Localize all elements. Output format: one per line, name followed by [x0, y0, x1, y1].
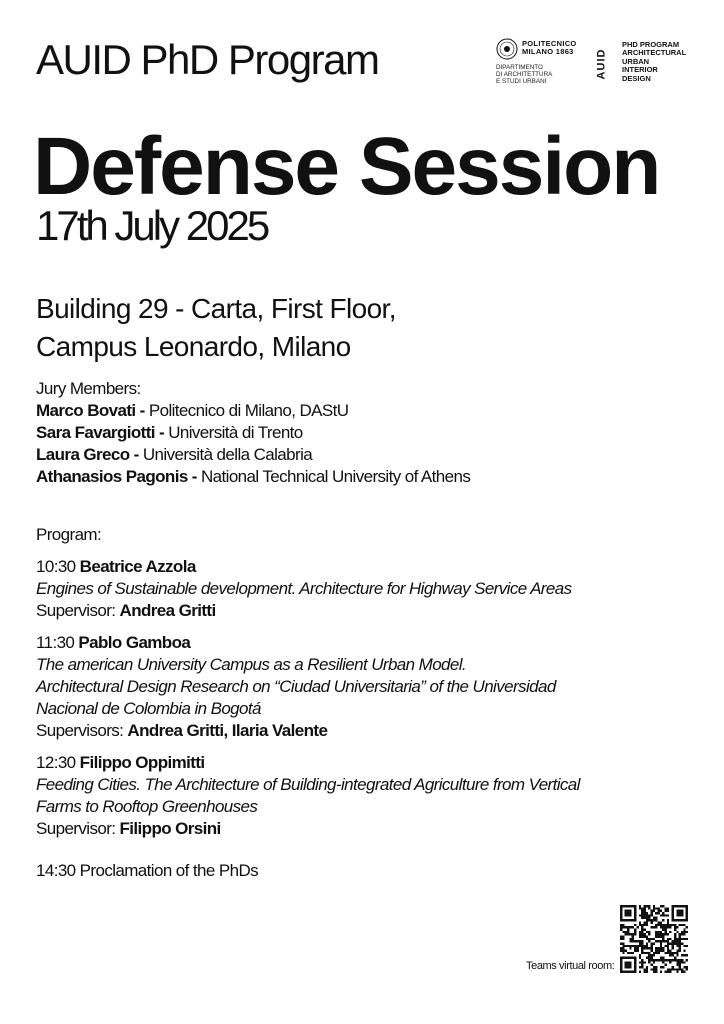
session-header — [36, 752, 580, 774]
jury-member — [36, 422, 470, 444]
session-supervisor — [36, 720, 580, 742]
jury-member-name: Laura Greco - — [36, 445, 139, 464]
session-title-line: Architectural Design Research on “Ciudad Universitaria” of the Universidad — [36, 677, 556, 696]
polimi-name: POLITECNICO MILANO 1863 — [522, 39, 577, 56]
session-candidate: Beatrice Azzola — [79, 557, 196, 576]
jury-member-name: Sara Favargiotti - — [36, 423, 165, 442]
session-supervisor — [36, 818, 580, 840]
jury-member — [36, 400, 470, 422]
polimi-department: DIPARTIMENTO DI ARCHITETTURA E STUDI URBANI — [496, 64, 553, 85]
teams-label: Teams virtual room: — [526, 960, 615, 972]
supervisor-label: Supervisor: — [36, 819, 120, 838]
jury-section — [36, 378, 470, 488]
event-date: 17th July 2025 — [36, 202, 268, 249]
session-title-line: Engines of Sustainable development. Architecture for Highway Service Areas — [36, 579, 572, 598]
event-location — [36, 290, 396, 366]
jury-member-name: Athanasios Pagonis - — [36, 467, 197, 486]
qr-code-icon[interactable] — [620, 905, 688, 973]
jury-member-affiliation: National Technical University of Athens — [196, 467, 471, 486]
program-session — [36, 556, 580, 622]
session-title-line: Farms to Rooftop Greenhouses — [36, 797, 258, 816]
event-title: Defense Session — [33, 121, 660, 212]
jury-member-name: Marco Bovati - — [36, 401, 145, 420]
jury-member-affiliation: Politecnico di Milano, DAStU — [144, 401, 349, 420]
program-title: AUID PhD Program — [36, 36, 379, 83]
auid-vertical-mark: AUID — [595, 48, 608, 80]
program-session — [36, 632, 580, 742]
session-time: 12:30 — [36, 753, 80, 772]
session-header — [36, 556, 580, 578]
location-line: Building 29 - Carta, First Floor, — [36, 293, 396, 324]
proclamation: 14:30 Proclamation of the PhDs — [36, 861, 259, 880]
polimi-logo — [496, 38, 592, 92]
jury-member — [36, 444, 470, 466]
location-line: Campus Leonardo, Milano — [36, 331, 351, 362]
jury-member-affiliation: Università di Trento — [164, 423, 303, 442]
supervisor-name: Andrea Gritti — [119, 601, 216, 620]
session-title-line: Nacional de Colombia in Bogotá — [36, 699, 261, 718]
jury-heading: Jury Members: — [36, 379, 141, 398]
session-time: 10:30 — [36, 557, 80, 576]
session-time: 11:30 — [36, 633, 79, 652]
auid-logo-text: PHD PROGRAM ARCHITECTURAL URBAN INTERIOR DESIGN — [622, 40, 687, 83]
program-session — [36, 752, 580, 840]
session-supervisor — [36, 600, 580, 622]
program-section — [36, 524, 580, 882]
session-candidate: Pablo Gamboa — [78, 633, 191, 652]
session-title-line: Feeding Cities. The Architecture of Building-integrated Agriculture from Vertical — [36, 775, 580, 794]
polimi-seal-icon — [496, 38, 518, 60]
supervisor-label: Supervisors: — [36, 721, 128, 740]
session-title-line: The american University Campus as a Resilient Urban Model. — [36, 655, 467, 674]
jury-member-affiliation: Università della Calabria — [138, 445, 313, 464]
supervisor-name: Filippo Orsini — [119, 819, 221, 838]
session-header — [36, 632, 580, 654]
session-candidate: Filippo Oppimitti — [79, 753, 205, 772]
auid-logo — [595, 40, 704, 92]
program-heading: Program: — [36, 525, 102, 544]
supervisor-name: Andrea Gritti, Ilaria Valente — [127, 721, 328, 740]
jury-member — [36, 466, 470, 488]
qr-modules — [620, 905, 688, 973]
supervisor-label: Supervisor: — [36, 601, 120, 620]
